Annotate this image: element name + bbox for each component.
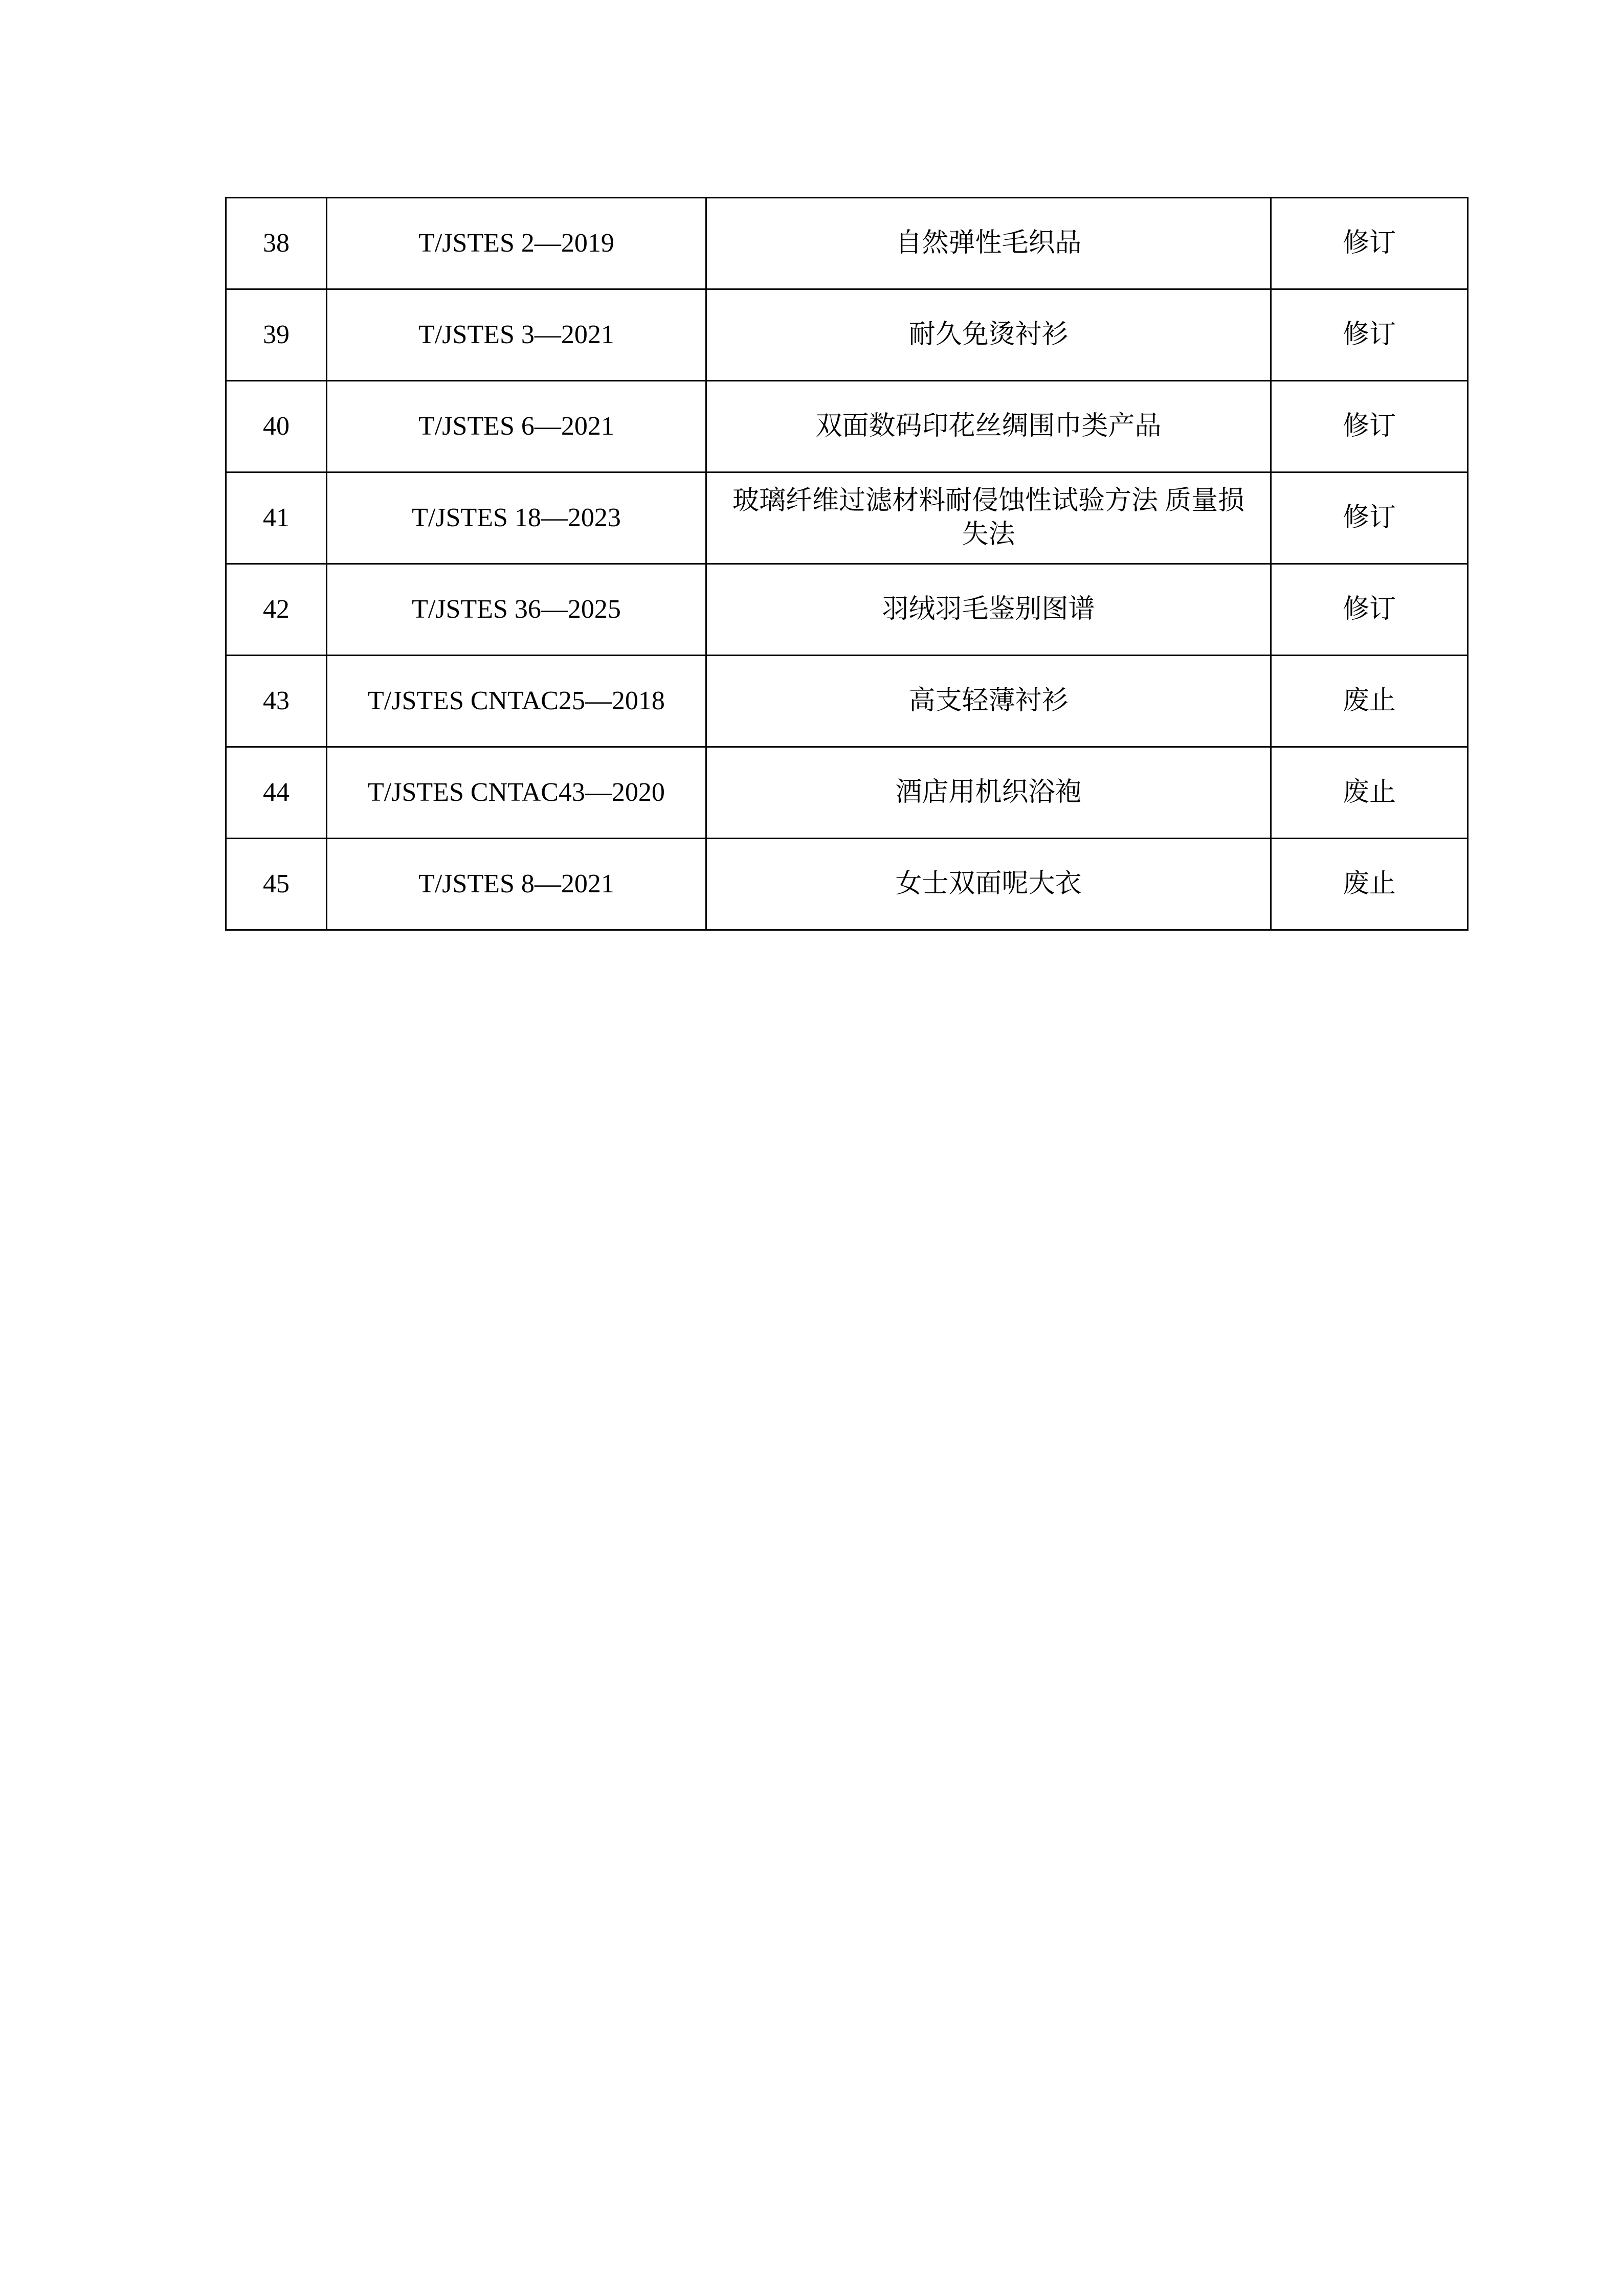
standard-name: 双面数码印花丝绸围巾类产品 (706, 381, 1271, 472)
action-type: 废止 (1271, 747, 1468, 839)
standard-code: T/JSTES 8—2021 (327, 839, 706, 930)
standard-name: 高支轻薄衬衫 (706, 656, 1271, 747)
table-row (226, 381, 1468, 472)
row-number: 42 (226, 564, 327, 656)
row-number: 45 (226, 839, 327, 930)
table-row (226, 839, 1468, 930)
row-number: 40 (226, 381, 327, 472)
standard-name: 自然弹性毛织品 (706, 198, 1271, 289)
table-row (226, 747, 1468, 839)
table-row (226, 564, 1468, 656)
standard-name: 玻璃纤维过滤材料耐侵蚀性试验方法 质量损失法 (706, 472, 1271, 564)
standard-name: 女士双面呢大衣 (706, 839, 1271, 930)
action-type: 废止 (1271, 839, 1468, 930)
action-type: 修订 (1271, 289, 1468, 381)
standards-table (225, 197, 1469, 931)
standard-code: T/JSTES 3—2021 (327, 289, 706, 381)
table-row (226, 289, 1468, 381)
row-number: 39 (226, 289, 327, 381)
standard-code: T/JSTES CNTAC43—2020 (327, 747, 706, 839)
table-row (226, 472, 1468, 564)
action-type: 修订 (1271, 381, 1468, 472)
standard-name: 耐久免烫衬衫 (706, 289, 1271, 381)
standard-code: T/JSTES 2—2019 (327, 198, 706, 289)
row-number: 41 (226, 472, 327, 564)
action-type: 修订 (1271, 564, 1468, 656)
standard-code: T/JSTES 6—2021 (327, 381, 706, 472)
row-number: 38 (226, 198, 327, 289)
standard-code: T/JSTES 18—2023 (327, 472, 706, 564)
table-row (226, 198, 1468, 289)
standard-name: 酒店用机织浴袍 (706, 747, 1271, 839)
standard-code: T/JSTES 36—2025 (327, 564, 706, 656)
action-type: 修订 (1271, 198, 1468, 289)
row-number: 43 (226, 656, 327, 747)
row-number: 44 (226, 747, 327, 839)
action-type: 修订 (1271, 472, 1468, 564)
table-row (226, 656, 1468, 747)
standard-code: T/JSTES CNTAC25—2018 (327, 656, 706, 747)
standard-name: 羽绒羽毛鉴别图谱 (706, 564, 1271, 656)
action-type: 废止 (1271, 656, 1468, 747)
